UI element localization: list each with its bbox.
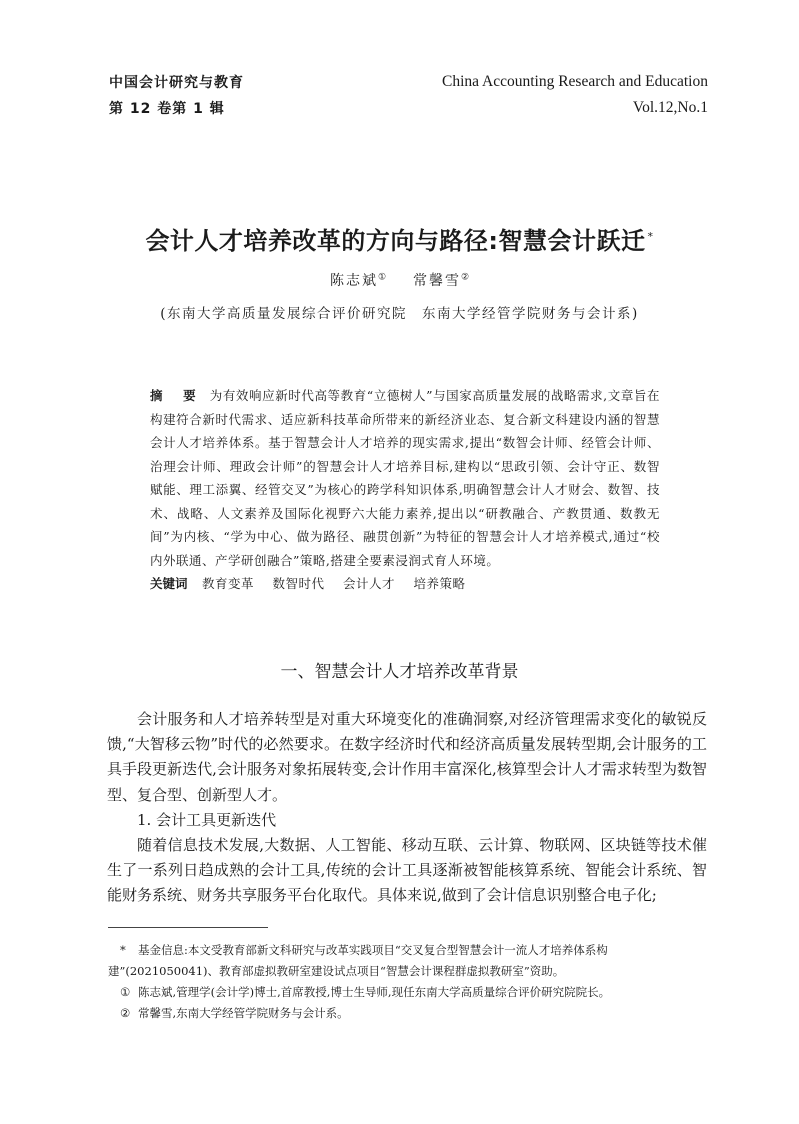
journal-name-cn: 中国会计研究与教育 [109,75,244,91]
keyword: 教育变革 [202,576,255,591]
author-2-mark: ② [460,272,470,283]
paper-title [0,221,799,256]
footnote [108,940,708,982]
paragraph: 随着信息技术发展,大数据、人工智能、移动互联、云计算、物联网、区块链等技术催生了一系列日趋成熟的会计工具,传统的会计工具逐渐被智能核算系统、智能会计系统、智能财务系统、财务共享服务平台化取代。具体来说,做到了会计信息识别整合电子化; [107,836,707,905]
title-footnote-mark: * [647,230,654,243]
footnotes [108,940,708,1024]
footnote [108,1003,708,1024]
footnote-divider [108,927,268,928]
authors [0,270,799,290]
keywords [150,572,660,596]
section-heading: 一、智慧会计人才培养改革背景 [280,662,519,682]
abstract [150,384,660,596]
footnote-text: 陈志斌,管理学(会计学)博士,首席教授,博士生导师,现任东南大学高质量综合评价研究院院长。 [138,985,611,999]
abstract-label: 摘 要 [150,388,200,403]
author-1-mark: ① [377,272,387,283]
body-text [107,707,707,909]
footnote-mark: * [120,943,126,957]
footnote [108,982,708,1003]
keywords-label: 关键词 [150,576,188,591]
keyword: 会计人才 [343,576,396,591]
issue-en: Vol.12,No.1 [632,99,708,116]
footnote-text: 基金信息:本文受教育部新文科研究与改革实践项目“交叉复合型智慧会计一流人才培养体系构建”(2021050041)、教育部虚拟教研室建设试点项目“智慧会计课程群虚拟教研室”资助。 [108,943,608,978]
keyword: 培养策略 [413,576,466,591]
author-1: 陈志斌 [329,273,378,289]
abstract-text: 为有效响应新时代高等教育“立德树人”与国家高质量发展的战略需求,文章旨在构建符合新时代需求、适应新科技革命所带来的新经济业态、复合新文科建设内涵的智慧会计人才培养体系。基于智慧会计人才培养的现实需求,提出“数智会计师、经管会计师、治理会计师、理政会计师”的智慧会计人才培养目标,建构以“思政引领、会计守正、数智赋能、理工添翼、经管交叉”为核心的跨学科知识体系,明确智慧会计人才财会、数智、技术、战略、人文素养及国际化视野六大能力素养,提出以“研教融合、产教贯通、数教无间”为内核、“学为中心、做为路径、融贯创新”为特征的智慧会计人才培养模式,通过“校内外联通、产学研创融合”策略,搭建全要素浸润式育人环境。 [150,388,660,568]
title-text: 会计人才培养改革的方向与路径:智慧会计跃迁 [145,227,646,255]
issue-cn: 第 12 卷第 1 辑 [109,101,225,117]
footnote-mark: ① [120,985,131,999]
author-2: 常馨雪 [412,273,461,289]
keyword: 数智时代 [272,576,325,591]
affiliations: (东南大学高质量发展综合评价研究院 东南大学经管学院财务与会计系) [160,306,639,322]
journal-name-en: China Accounting Research and Education [441,73,708,90]
subsection-heading: 1. 会计工具更新迭代 [137,810,277,829]
footnote-mark: ② [120,1006,131,1020]
paragraph: 会计服务和人才培养转型是对重大环境变化的准确洞察,对经济管理需求变化的敏锐反馈,“大智移云物”时代的必然要求。在数字经济时代和经济高质量发展转型期,会计服务的工具手段更新迭代,会计服务对象拓展转变,会计作用丰富深化,核算型会计人才需求转型为数智型、复合型、创新型人才。 [107,710,707,804]
footnote-text: 常馨雪,东南大学经管学院财务与会计系。 [138,1006,349,1020]
